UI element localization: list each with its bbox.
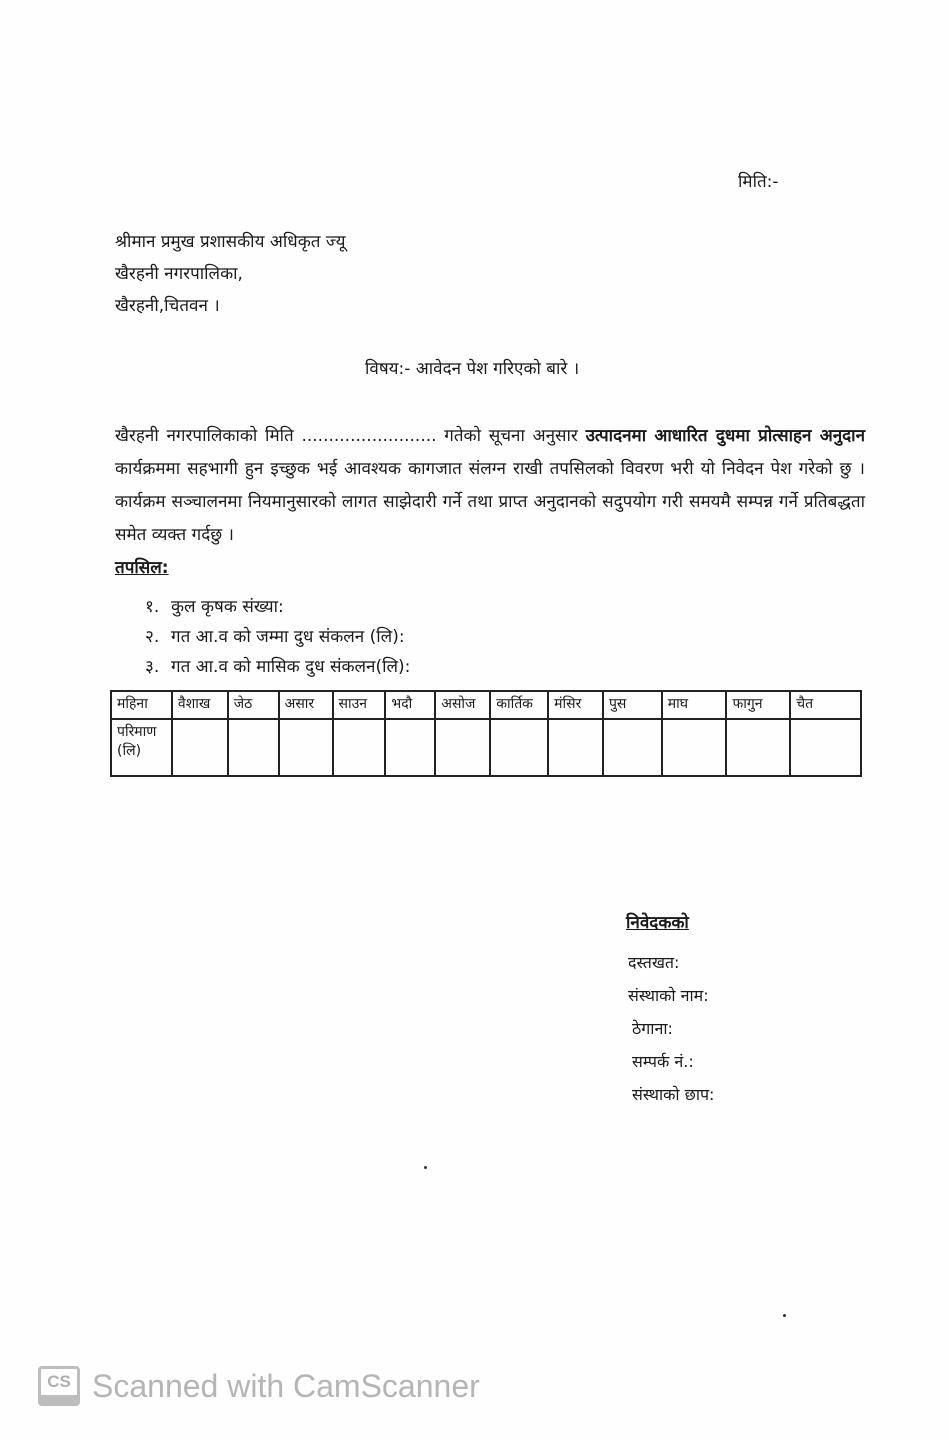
details-item — [145, 652, 410, 682]
month-header: साउन — [333, 691, 386, 719]
table-header-row — [111, 691, 861, 719]
quantity-cell[interactable] — [385, 719, 435, 776]
quantity-cell[interactable] — [228, 719, 279, 776]
signature-field: संस्थाको नाम: — [628, 986, 709, 1005]
quantity-cell[interactable] — [603, 719, 662, 776]
camscanner-logo-icon: CS — [38, 1366, 80, 1406]
details-item — [145, 622, 410, 652]
addressee-line: खैरहनी,चितवन । — [115, 296, 220, 316]
signature-block — [628, 910, 714, 1111]
quantity-cell[interactable] — [662, 719, 727, 776]
quantity-cell[interactable] — [333, 719, 386, 776]
camscanner-watermark — [38, 1366, 480, 1406]
signature-heading: निवेदकको — [626, 913, 689, 933]
item-label: गत आ.व को मासिक दुध संकलन(लि): — [171, 657, 411, 677]
item-number: ३. — [145, 657, 160, 677]
month-header: कार्तिक — [490, 691, 548, 719]
month-header: असार — [279, 691, 333, 719]
watermark-text: Scanned with CamScanner — [92, 1367, 480, 1404]
body-text: खैरहनी नगरपालिकाको मिति ......................... गतेको सूचना अनुसार — [115, 426, 586, 446]
quantity-cell[interactable] — [548, 719, 603, 776]
row-label-month: महिना — [111, 691, 172, 719]
details-item — [145, 592, 410, 622]
month-header: वैशाख — [172, 691, 228, 719]
item-number: १. — [145, 597, 160, 617]
table-value-row — [111, 719, 861, 776]
month-header: माघ — [662, 691, 727, 719]
monthly-collection-table — [110, 690, 862, 777]
quantity-cell[interactable] — [435, 719, 490, 776]
month-header: मंसिर — [548, 691, 603, 719]
quantity-cell[interactable] — [726, 719, 790, 776]
quantity-cell[interactable] — [279, 719, 333, 776]
subject-line: विषय:- आवेदन पेश गरिएको बारे । — [365, 359, 580, 379]
signature-field: संस्थाको छाप: — [632, 1085, 715, 1104]
body-paragraph — [115, 420, 865, 552]
details-list — [145, 592, 410, 682]
signature-field: ठेगाना: — [632, 1019, 673, 1038]
scan-speck — [424, 1166, 427, 1169]
month-header: असोज — [435, 691, 490, 719]
quantity-cell[interactable] — [790, 719, 861, 776]
details-heading: तपसिल: — [115, 558, 169, 578]
item-number: २. — [145, 627, 160, 647]
body-bold-text: उत्पादनमा आधारित दुधमा प्रोत्साहन अनुदान — [585, 426, 865, 446]
item-label: गत आ.व को जम्मा दुध संकलन (लि): — [171, 627, 405, 647]
addressee-block — [115, 226, 345, 322]
addressee-line: खैरहनी नगरपालिका, — [115, 264, 243, 284]
date-label: मिति:- — [738, 172, 779, 192]
month-header: जेठ — [228, 691, 279, 719]
month-header: चैत — [790, 691, 861, 719]
month-header: भदौ — [385, 691, 435, 719]
body-text: कार्यक्रममा सहभागी हुन इच्छुक भई आवश्यक कागजात संलग्न राखी तपसिलको विवरण भरी यो निवेदन पेश गरेको छु । कार्यक्रम सञ्चालनमा नियमानुसारको लागत साझेदारी गर्ने तथा प्राप्त अनुदानको सदुपयोग गरी समयमै सम्पन्न गर्ने प्रतिबद्धता समेत व्यक्त गर्दछु । — [115, 459, 865, 545]
row-label-quantity: परिमाण (लि) — [111, 719, 172, 776]
month-header: पुस — [603, 691, 662, 719]
signature-field: सम्पर्क नं.: — [632, 1052, 694, 1071]
scan-speck — [783, 1314, 786, 1317]
signature-field: दस्तखत: — [628, 953, 680, 972]
item-label: कुल कृषक संख्या: — [171, 597, 284, 617]
month-header: फागुन — [726, 691, 790, 719]
addressee-line: श्रीमान प्रमुख प्रशासकीय अधिकृत ज्यू — [115, 232, 346, 252]
quantity-cell[interactable] — [172, 719, 228, 776]
quantity-cell[interactable] — [490, 719, 548, 776]
